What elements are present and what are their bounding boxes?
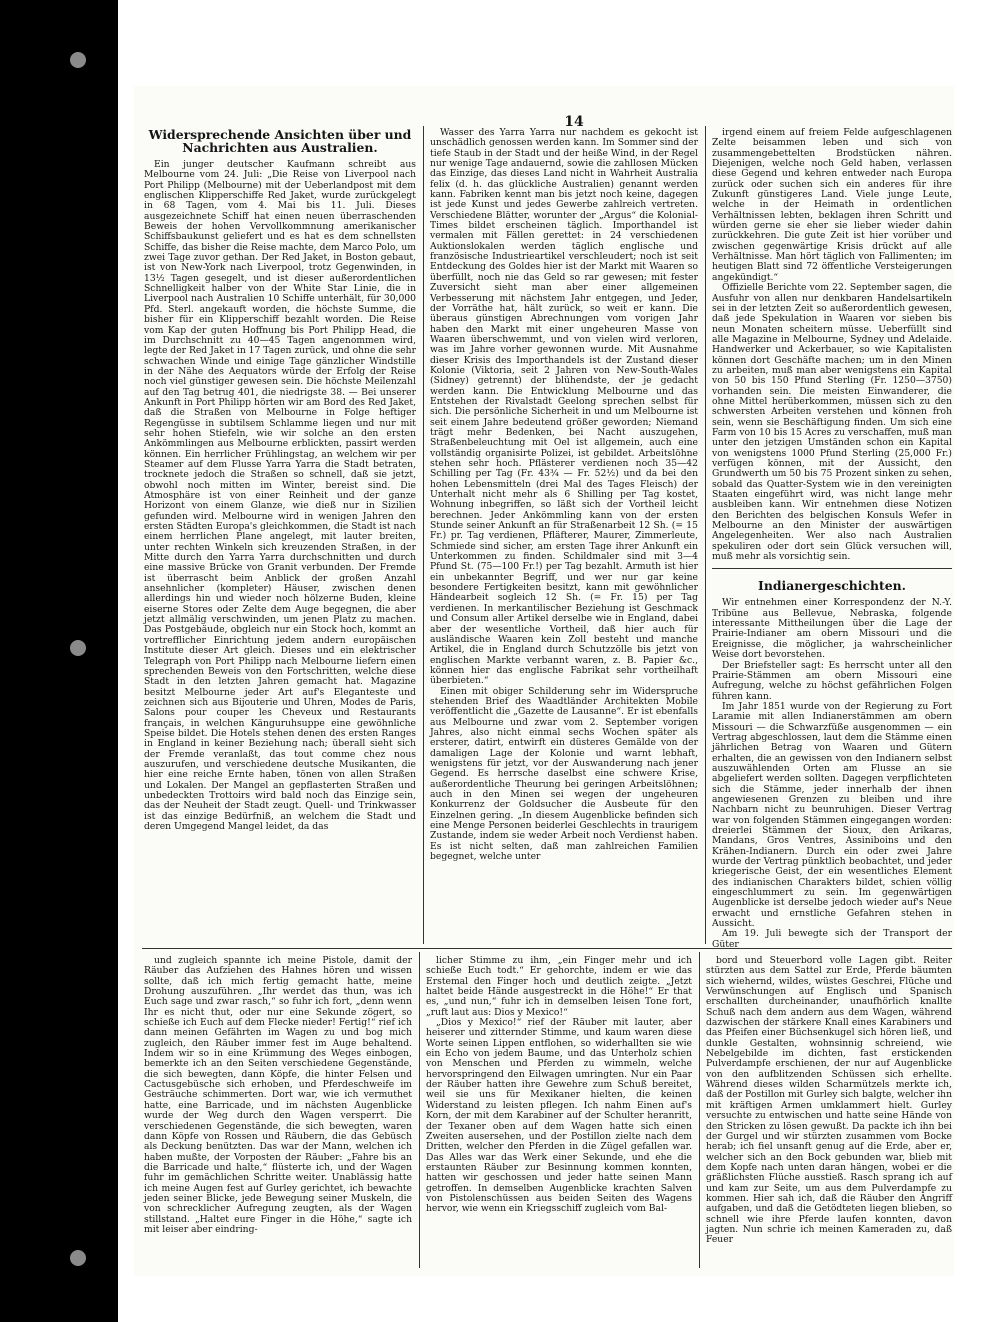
article-australia-column-3 (712, 127, 952, 950)
punch-hole (70, 1250, 86, 1266)
article-title: Widersprechende Ansichten über und Nachrichten aus Australien. (148, 127, 412, 155)
paragraph: „Dios y Mexico!“ rief der Räuber mit lauter, aber heiserer und zitternder Stimme, und kaum waren diese Worte seinen Lippen entflohen, so widerhallten sie wie ein Echo von jedem Baume, und das Unterholz schien von Menschen und Pferden zu wimmeln, welche hervorspringend den Eilwagen umringten. Nur ein Paar der Räuber hatten ihre Gewehre zum Schuß bereitet, weil sie uns für Mexikaner hielten, die keinen Widerstand zu leisten pflegen. Ich nahm Einen auf's Korn, der mit dem Karabiner auf der Schulter heranritt, der Texaner oben auf dem Wagen hatte sich einen Zweiten ausersehen, und der Postillon zielte nach dem Dritten, welcher den Pferden in die Zügel gefallen war. Das Alles war das Werk einer Sekunde, und ehe die erstaunten Räuber zur Besinnung kommen konnten, hatten wir geschossen und jeder hatte seinen Mann getroffen. In demselben Augenblicke krachten Salven von Pistolenschüssen aus beiden Seiten des Wagens hervor, wie wenn ein Kriegsschiff zugleich vom Bal- (426, 1017, 692, 1215)
binding-edge (0, 0, 118, 1322)
paragraph: Im Jahr 1851 wurde von der Regierung zu Fort Laramie mit allen Indianerstämmen am obern Missouri — die Schwarzfüße ausgenommen — ein Vertrag abgeschlossen, laut dem die Stämme einen jährlichen Betrag von Waaren und Gütern erhalten, die an gewissen von den Indianern selbst auszuwählenden Orten am Flusse an sie abgeliefert werden sollten. Dagegen verpflichteten sich die Stämme, jeder innerhalb der ihnen angewiesenen Grenzen zu bleiben und ihre Nachbarn nicht zu beunruhigen. Dieser Vertrag war von folgenden Stämmen eingegangen worden: dreierlei Stämmen der Sioux, den Arikaras, Mandans, Gros Ventres, Assiniboins und den Krähen-Indianern. Durch ein oder zwei Jahre wurde der Vertrag pünktlich beobachtet, und jeder kriegerische Geist, der ein wesentliches Element des indianischen Charakters bildet, schien völlig eingeschlummert zu sein. Im gegenwärtigen Augenblicke ist derselbe jedoch wieder auf's Neue erwacht und ernstliche Gefahren stehen in Aussicht. (712, 700, 952, 930)
paragraph: Wir entnehmen einer Korrespondenz der N.-Y. Tribüne aus Bellevue, Nebraska, folgende interessante Mittheilungen über die Lage der Prairie-Indianer am obern Missouri und die Ereignisse, die möglicher, ja wahrscheinlicher Weise dort bevorstehen. (712, 597, 952, 661)
story-column-2 (426, 956, 692, 1266)
story-column-1 (144, 956, 412, 1266)
article-separator (712, 568, 952, 569)
paragraph: Der Briefsteller sagt: Es herrscht unter all den Prairie-Stämmen am obern Missouri eine Aufregung, welche zu höchst gefährlichen Folgen führen kann. (712, 659, 952, 702)
paragraph: Wasser des Yarra Yarra nur nachdem es gekocht ist unschädlich genossen werden kann. Im Sommer sind der tiefe Staub in der Stadt und der heiße Wind, in der Regel nur wenige Tage andauernd, sowie die zahllosen Mücken das Einzige, das dieses Land nicht in Wahrheit Australia felix (d. h. das glückliche Australien) genannt werden kann. Fabriken kennt man bis jetzt noch keine, dagegen ist jede Kunst und jedes Gewerbe zahlreich vertreten. Verschiedene Blätter, worunter der „Argus“ die Kolonial-Times bildet erscheinen täglich. Importhandel ist vermalen mit Fällen gerettet: in 24 verschiedenen Auktionslokalen werden täglich englische und französische Industrieartikel verschleudert; noch ist seit Entdeckung des Goldes hier ist der Markt mit Waaren so überfüllt, noch nie das Geld so rar gewesen; mit fester Zuversicht sieht man aber einer allgemeinen Verbesserung mit nächstem Jahr entgegen, und Jeder, der Vorräthe hat, hält zurück, so weit er kann. Die überaus günstigen Abrechnungen vom vorigen Jahr haben den Markt mit einer ungeheuren Masse von Waaren überschwemmt, und von vielen wird verloren, was im Jahre vorher gewonnen wurde. Mit Ausnahme dieser Krisis des Importhandels ist der Zustand dieser Kolonie (Viktoria, seit 2 Jahren von New-South-Wales (Sidney) getrennt) der blühendste, der je gedacht werden kann. Die Entwicklung Melbourne und das Entstehen der Rivalstadt Geelong sprechen selbst für sich. Die persönliche Sicherheit in und um Melbourne ist seit einem Jahre bedeutend größer geworden; Niemand trägt mehr Bedenken, bei Nacht auszugehen, Straßenbeleuchtung mit Oel ist allgemein, auch eine vollständig organisirte Polizei, ist gebildet. Arbeitslöhne stehen sehr hoch. Pflästerer verdienen noch 35—42 Schilling per Tag (Fr. 43¾ — Fr. 52½) und da bei den hohen Lebensmitteln (drei Mal des Tages Fleisch) der Unterhalt nicht mehr als 6 Shilling per Tag kostet, Wohnung inbegriffen, so läßt sich der Vortheil leicht berechnen. Jeder Ankömmling kann von der ersten Stunde seiner Ankunft an für Straßenarbeit 12 Sh. (= 15 Fr.) pr. Tag verdienen, Pfläfterer, Maurer, Zimmerleute, Schmiede sind sicher, am ersten Tage ihrer Ankunft ein Unterkommen zu finden. Schildmaler sind mit 3—4 Pfund St. (75—100 Fr.!) per Tag bezahlt. Armuth ist hier ein unbekannter Begriff, und wer nur gar keine besondere Fertigkeiten besitzt, kann mit gewöhnlicher Händearbeit sogleich 12 Sh. (= Fr. 15) per Tag verdienen. In merkantilischer Beziehung ist Geschmack und Consum aller Artikel derselbe wie in England, dabei aber der wesentliche Vortheil, daß hier auch für ausländische Waaren kein Zoll besteht und manche Artikel, die in England durch Schutzzölle bis jetzt von englischen Markte verbannt waren, z. B. Papier &c., können hier das englische Fabrikat sehr vortheilhaft überbieten.“ (430, 127, 698, 687)
paragraph: Am 19. Juli bewegte sich der Transport der Güter (712, 928, 952, 950)
punch-hole (70, 52, 86, 68)
page-number: 14 (564, 114, 584, 130)
paragraph: und zugleich spannte ich meine Pistole, damit der Räuber das Aufziehen des Hahnes hören und wissen sollte, daß ich mich fertig gemacht hatte, meine Drohung auszuführen. „Ihr werdet das thun, was ich Euch sage und zwar rasch,“ so fuhr ich fort, „denn wenn Ihr es nicht thut, oder nur eine Sekunde zögert, so schieße ich Euch auf dem Flecke nieder! Fertig!“ rief ich dann meinen Gefährten im Wagen zu und bog mich zugleich, den Räuber immer fest im Auge behaltend. Indem wir so in eine Krümmung des Weges einbogen, bemerkte ich an den Seiten verschiedene Gegenstände, die sich bewegten, dann Köpfe, die hinter Felsen und Cactusgebüsche sich erhoben, und Pferdeschweife im Gesträuche schimmerten. Dort war, wie ich vermuthet hatte, eine Barricade, und im nächsten Augenblicke wurde der Weg durch den Wagen versperrt. Die verschiedenen Gegenstände, die sich bewegten, waren dann Köpfe von Rossen und Räubern, die das Gebüsch als Deckung benützten. Das war der Mann, welchen ich haben mußte, der Vorposten der Räuber: „Fahre bis an die Barricade und halte,“ flüsterte ich, und der Wagen fuhr im gemächlichen Schritte weiter. Unablässig hatte ich meine Augen fest auf Gurley gerichtet, ich bewachte jeden seiner Blicke, jede Bewegung seiner Muskeln, die von schrecklicher Aufregung zeugten, als der Wagen stillstand. „Haltet eure Finger in die Höhe,“ sagte ich mit leiser aber eindring- (144, 955, 412, 1235)
paragraph: Ein junger deutscher Kaufmann schreibt aus Melbourne vom 24. Juli: „Die Reise von Liverpool nach Port Philipp (Melbourne) mit der Ueberlandpost mit dem englischen Klipperschiffe Red Jaket, wurde zurückgelegt in 68 Tagen, vom 4. Mai bis 11. Juli. Dieses ausgezeichnete Schiff hat einen neuen überraschenden Beweis der hohen Vervollkommnung amerikanischer Schiffsbaukunst geliefert und es hat es dem schnellsten Schiffe, das bisher die Reise machte, dem Marco Polo, um zwei Tage zuvor gethan. Der Red Jaket, in Boston gebaut, ist von New-York nach Liverpool, trotz Gegenwinden, in 13½ Tagen gesegelt, und ist dieser außerordentlichen Schnelligkeit halber von der White Star Linie, die in Liverpool nach Australien 10 Schiffe unterhält, für 30,000 Pfd. Sterl. angekauft worden, die höchste Summe, die bisher für ein Klipperschiff bezahlt worden. Die Reise vom Kap der guten Hoffnung bis Port Philipp Head, die im Durchschnitt zu 40—45 Tagen angenommen wird, legte der Red Jaket in 17 Tagen zurück, und ohne die sehr schwachen Winde und einige Tage gänzlicher Windstille in der Nähe des Aequators würde der Erfolg der Reise noch viel günstiger gewesen sein. Die höchste Meilenzahl auf den Tag betrug 401, die niedrigste 38. — Bei unserer Ankunft in Port Philipp hörten wir am Bord des Red Jaket, daß die Straßen von Melbourne in Folge heftiger Regengüsse in subtilsem Schlamme liegen und nur mit sehr hohen Stiefeln, wie wir solche an den ersten Ankömmlingen aus Melbourne erblickten, passirt werden können. Ein herrlicher Frühlingstag, an welchem wir per Steamer auf dem Flusse Yarra Yarra die Stadt betraten, trocknete jedoch die Straßen so schnell, daß sie jetzt, obwohl noch mitten im Winter, bereist sind. Die Atmosphäre ist von einer Reinheit und der ganze Horizont von einem Glanze, wie dieß nur in Sizilien gefunden wird. Melbourne wird in wenigen Jahren den ersten Städten Europa's gleichkommen, die Stadt ist nach einem herrlichen Plane angelegt, mit lauter breiten, unter rechten Winkeln sich kreuzenden Straßen, in der Mitte durch den Yarra Yarra durchschnitten und durch eine massive Brücke von Granit verbunden. Der Fremde ist überrascht beim Anblick der großen Anzahl ansehnlicher (kompleter) Häuser, zwischen denen allerdings hin und wieder noch hölzerne Buden, kleine eiserne Stores oder Zelte dem Auge begegnen, die aber jetzt allmälig verschwinden, um jenen Platz zu machen. Das Postgebäude, obgleich nur ein Stock hoch, kommt an vortrefflicher Einrichtung jedem andern europäischen Institute dieser Art gleich. Dieses und ein elektrischer Telegraph von Port Philipp nach Melbourne liefern einen sprechenden Beweis von den Fortschritten, welche diese Stadt in den letzten Jahren gemacht hat. Magazine besitzt Melbourne jeder Art auf's Eleganteste und zeichnen sich aus Bijouterie und Uhren, Modes de Paris, Salons pour couper les Cheveux und Restaurants français, in welchen Känguruhsuppe eine gewöhnliche Speise bildet. Die Hotels stehen denen des ersten Ranges in England in keiner Beziehung nach; überall sieht sich der Fremde veranlaßt, das tout comme chez nous auszurufen, und verschiedene deutsche Musikanten, die hier eine reiche Ernte haben, tönen von allen Straßen und Lokalen. Der Mangel an gepflasterten Straßen und unbedeckten Trottoirs wird bald noch das Einzige sein, das der Neuheit der Stadt zeugt. Quell- und Trinkwasser ist das einzige Bedürfniß, an welchem die Stadt und deren Umgegend Mangel leidet, da das (144, 159, 416, 832)
paragraph: irgend einem auf freiem Felde aufgeschlagenen Zelte beisammen leben und sich von zusammengebettelten Brodstücken nähren. Diejenigen, welche noch Geld haben, verlassen diese Gegend und kehren entweder nach Europa zurück oder suchen sich ein anderes für ihre Zukunft günstigeres Land. Viele junge Leute, welche in der Heimath in ordentlichen Verhältnissen lebten, beklagen ihren Schritt und würden gerne sie eher sie lieber wieder dahin zurückkehren. Die gute Zeit ist hier vorüber und zwischen gegenwärtige Krisis drückt auf alle Verhältnisse. Man hört täglich von Fallimenten; im heutigen Blatt sind 72 öffentliche Versteigerungen angekündigt.“ (712, 127, 952, 283)
article-australia-column-1 (144, 128, 416, 943)
column-rule (419, 952, 420, 1268)
story-column-3 (706, 956, 952, 1266)
article-title: Indianergeschichten. (758, 578, 906, 594)
column-rule (705, 126, 706, 944)
punch-hole (70, 640, 86, 656)
paragraph: bord und Steuerbord volle Lagen gibt. Reiter stürzten aus dem Sattel zur Erde, Pferde bäumten sich wiehernd, wildes, wüstes Geschrei, Flüche und Verwünschungen auf Englisch und Spanisch erschallten durcheinander, unaufhörlich knallte Schuß nach dem andern aus dem Wagen, während dazwischen der stärkere Knall eines Karabiners und das Pfeifen einer Büchsenkugel sich hören ließ, und dunkle Gestalten, wohnsinnig schreiend, wie Nebelgebilde im dichten, fast erstickenden Pulverdampfe erschienen, der nur auf Augenblicke von den aufblitzenden Schüssen sich erhellte. Während dieses wilden Scharmützels merkte ich, daß der Postillon mit Gurley sich balgte, welcher ihn mit kräftigen Armen umklammert hielt. Gurley versuchte zu entwischen und hatte seine Hände von den Stricken zu lösen gewußt. Da packte ich ihn bei der Gurgel und wir stürzten zusammen vom Bocke herab; ich fiel unsanft genug auf die Erde, aber er, welcher sich an den Bock gebunden war, blieb mit dem Kopfe nach unten daran hängen, wobei er die gräßlichsten Flüche ausstieß. Rasch sprang ich auf und kam zur Seite, um aus dem Pulverdampfe zu kommen. Hier sah ich, daß die Räuber den Angriff aufgaben, und daß die Getödteten liegen blieben, so schnell wie ihre Pferde laufen konnten, davon jagten. Nun schrie ich meinen Kameraden zu, daß Feuer (706, 955, 952, 1246)
column-rule (699, 952, 700, 1268)
article-australia-column-2 (430, 128, 698, 943)
paragraph: Offizielle Berichte vom 22. September sagen, die Ausfuhr von allen nur denkbaren Handelsartikeln sei in der letzten Zeit so außerordentlich gewesen, daß jede Spekulation in Waaren vor sieben bis neun Monaten scheitern müsse. Ueberfüllt sind alle Magazine in Melbourne, Sydney und Adelaide. Handwerker und Ackerbauer, so wie Kapitalisten können dort Geschäfte machen; um in den Minen zu arbeiten, muß man aber wenigstens ein Kapital von 50 bis 150 Pfund Sterling (Fr. 1250—3750) vorhanden sein. Die meisten Einwanderer, die ohne Mittel herüberkommen, müssen sich zu den schwersten Arbeiten verstehen und können froh sein, wenn sie Beschäftigung finden. Um sich eine Farm von 10 bis 15 Acres zu verschaffen, muß man unter den jetzigen Umständen schon ein Kapital von wenigstens 1000 Pfund Sterling (25,000 Fr.) verfügen können, mit der Aussicht, den Grundwerth um 50 bis 75 Prozent sinken zu sehen, sobald das Quatter-System wie in den vereinigten Staaten eingeführt wird, was nicht lange mehr ausbleiben kann. Wir entnehmen diese Notizen den Berichten des belgischen Konsuls Wefer in Melbourne an den Minister der auswärtigen Angelegenheiten. Wer also nach Australien spekuliren oder dort sein Glück versuchen will, muß mehr als vorsichtig sein. (712, 282, 952, 563)
column-rule (423, 126, 424, 944)
paragraph: Einen mit obiger Schilderung sehr im Widerspruche stehenden Brief des Waadtländer Architekten Mobile veröffentlicht die „Gazette de Lausanne“. Er ist ebenfalls aus Melbourne und zwar vom 2. September vorigen Jahres, also nicht einmal sechs Wochen später als ersterer, datirt, entwirft ein düsteres Gemälde von der damaligen Lage der Kolonie und warnt lebhaft, wenigstens für jetzt, vor der Auswanderung nach jener Gegend. Es herrsche daselbst eine schwere Krise, außerordentliche Theurung bei geringen Arbeitslöhnen; auch in den Minen sei wegen der ungeheuren Konkurrenz der Goldsucher die Ausbeute für den Einzelnen gering. „In diesem Augenblicke befinden sich eine Menge Personen beiderlei Geschlechts in traurigem Zustande, indem sie weder Arbeit noch Verdienst haben. Es ist nicht selten, daß man zahlreichen Familien begegnet, welche unter (430, 685, 698, 863)
paragraph: licher Stimme zu ihm, „ein Finger mehr und ich schieße Euch todt.“ Er gehorchte, indem er wie das Erstemal den Finger hoch und deutlich zeigte. „Jetzt haltet beide Hände ausgestreckt in die Höhe!“ Er that es, „und nun,“ fuhr ich in demselben leisen Tone fort, „ruft laut aus: Dios y Mexico!“ (426, 955, 692, 1018)
newspaper-page (134, 86, 954, 1276)
